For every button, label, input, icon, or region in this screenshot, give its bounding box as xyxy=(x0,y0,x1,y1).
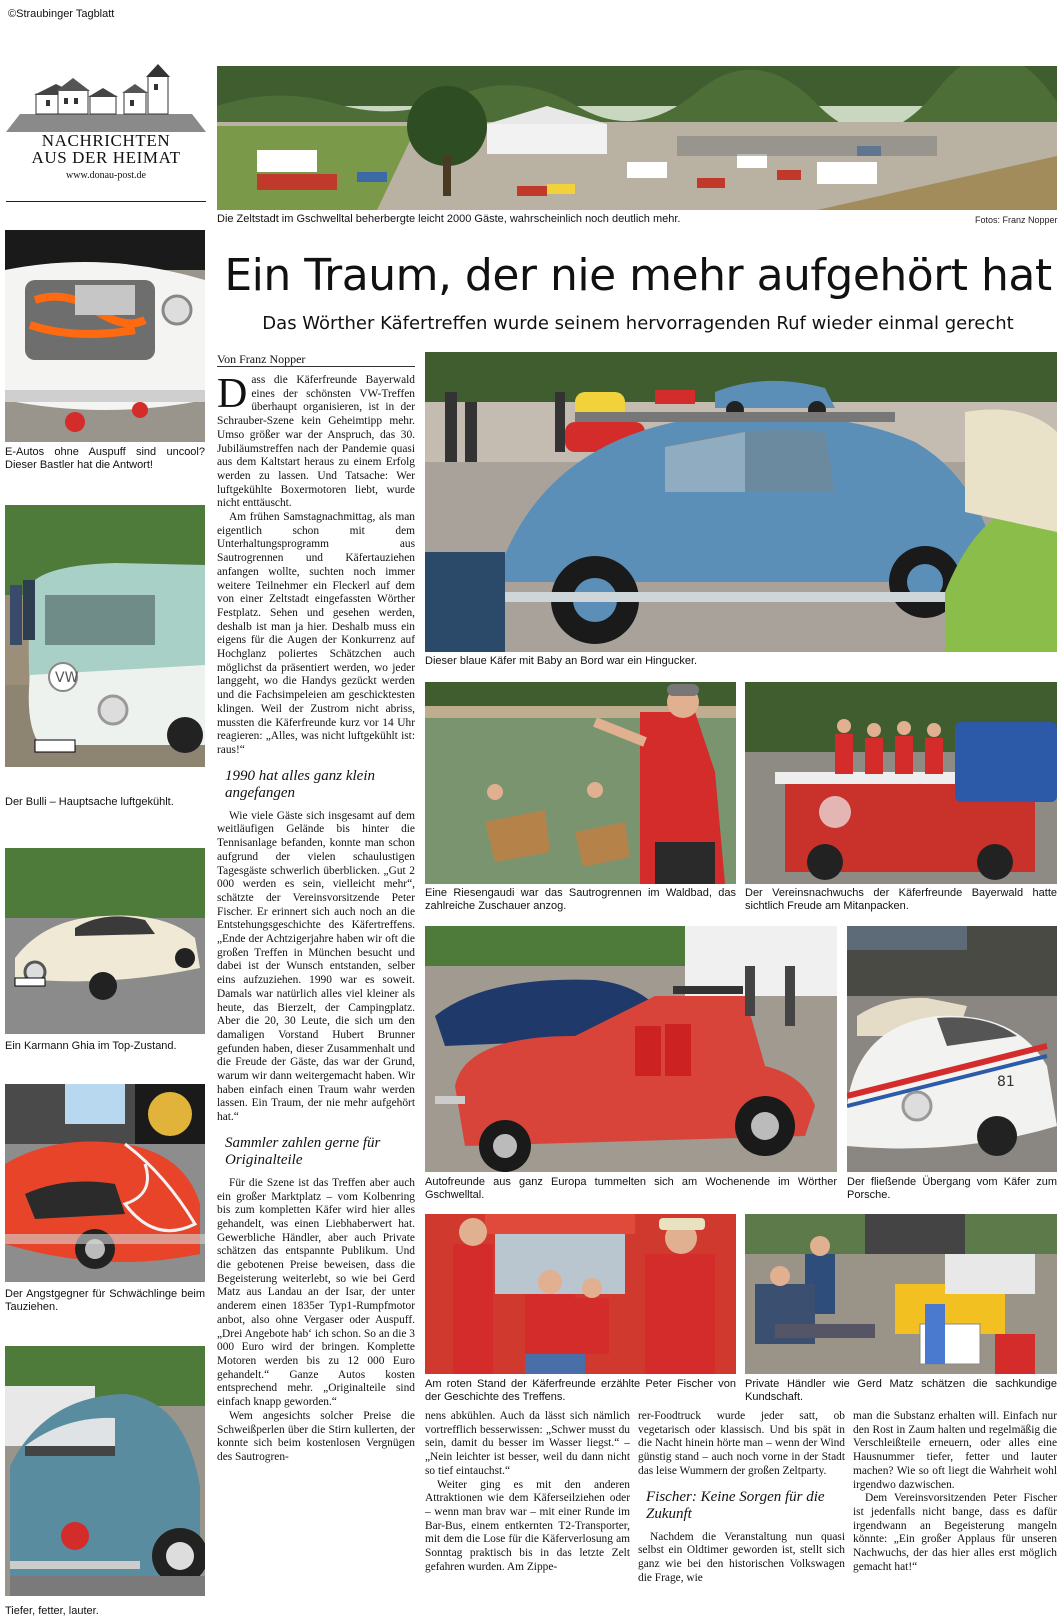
subheading-sammler: Sammler zahlen gerne für Originalteile xyxy=(225,1134,381,1168)
paragraph-col4-1: man die Substanz erhalten will. Einfach nur den Rost in Zaum halten und regelmäßig die Verschleißteile erneuern, oder alles eine Hausnummer tiefer, fetter und lauter machen? Wie so oft liegt die Wahrheit wohl irgendwo dazwischen. xyxy=(853,1410,1057,1491)
paragraph-intro: ass die Käferfreunde Bayerwald eines der schönsten VW-Treffen überhaupt organisieren, ist in der Schrauber-Szene kein Geheimtipp mehr. Umso größer war der Anspruch, das 30. Jubiläumstreffen nach der Pandemie quasi aus dem Kaltstart heraus zu einem Erfolg werden zu lassen. Und Tatsache: Wer luftgekühlte Boxermotoren liebt, wurde nicht enttäuscht. xyxy=(217,374,415,510)
masthead-line1: NACHRICHTEN xyxy=(41,131,171,150)
byline-rule xyxy=(217,366,415,367)
byline: Von Franz Nopper xyxy=(217,352,306,366)
photo-karmann-ghia xyxy=(5,848,205,1034)
caption-e-beetle: E-Autos ohne Auspuff sind uncool? Dieser Bastler hat die Antwort! xyxy=(5,446,205,471)
headline: Ein Traum, der nie mehr aufgehört hat xyxy=(224,250,1052,301)
caption-lowered-beetle: Tiefer, fetter, lauter. xyxy=(5,1605,99,1617)
svg-text:VW: VW xyxy=(55,670,79,686)
caption-porsche: Der fließende Übergang vom Käfer zum Porsche. xyxy=(847,1176,1057,1201)
svg-text:81: 81 xyxy=(997,1074,1015,1090)
photo-e-beetle xyxy=(5,230,205,442)
paragraph-3: Wie viele Gäste sich insgesamt auf dem weitläufigen Gelände bis hinter die Tennisanlage befanden, konnte man schon aufgrund der vielen schaulustigen Tagesgäste schwerlich überblicken. „Gut 2 000 werden es sein, vielleicht mehr“, schätzte der Vereinsvorsitzende Peter Fischer. Er erinnert sich auch noch an die Entstehungsgeschichte des Käfertreffens. „Ende der Achtzigerjahre haben wir oft die großen Treffen in München besucht und dabei ist der Wunsch entstanden, selber eins aufzuziehen. 1990 war es soweit. Damals war natürlich alles viel kleiner als heute, das Bierzelt, der Campingplatz. Aber die 20, 30 Leute, die sich um den damaligen Vorstand Hubert Brunner gefunden haben, dieser Zusammenhalt und die Freude der Gäste, das war der Grund, warum wir dann weitergemacht haben. Wir haben einfach einen Traum wahr werden lassen. Ein Traum, der nie mehr aufgehört hat.“ xyxy=(217,809,415,1124)
caption-red-stand: Am roten Stand der Käferfreunde erzählte Peter Fischer von der Geschichte des Treffens. xyxy=(425,1378,736,1403)
caption-rope-beetle: Der Angstgegner für Schwächlinge beim Tauziehen. xyxy=(5,1288,205,1313)
subheadline: Das Wörther Käfertreffen wurde seinem hervorragenden Ruf wieder einmal gerecht xyxy=(262,313,1014,334)
caption-buggy: Autofreunde aus ganz Europa tummelten sich am Wochenende im Wörther Gschwelltal. xyxy=(425,1176,837,1201)
masthead-rule xyxy=(6,201,206,202)
photo-porsche xyxy=(847,926,1057,1172)
photo-blue-beetle xyxy=(425,352,1057,652)
caption-top: Die Zeltstadt im Gschwelltal beherbergte leicht 2000 Gäste, wahrscheinlich noch deutlich mehr. xyxy=(217,213,681,225)
article-column-2 xyxy=(425,1410,630,1574)
masthead-url: www.donau-post.de xyxy=(66,170,146,181)
paragraph-col4-2: Dem Vereinsvorsitzenden Peter Fischer ist jedenfalls nicht bange, dass es dafür irgendwann an Begeisterung mangeln könnte: „Ein großer Applaus für unseren Nachwuchs, der das hier alles erst möglich gemacht hat!“ xyxy=(853,1492,1057,1573)
photo-trough-race xyxy=(425,682,736,884)
photo-bulli xyxy=(5,505,205,767)
caption-dealers: Private Händler wie Gerd Matz schätzen die sachkundige Kundschaft. xyxy=(745,1378,1057,1403)
paragraph-2: Am frühen Samstagnachmittag, als man eigentlich schon mit dem Unterhaltungsprogramm aus Sautrogrennen und Käfertauziehen anfangen wollte, suchten noch immer weitere Teilnehmer ein Fleckerl auf dem von einer Zeltstadt eingefassten Wörther Festplatz. Sehen und gesehen werden, deshalb ist man ja hier. Deshalb muss ein eigens für die Augen der Konkurrenz auf Hochglanz poliertes Schätzchen auch möglichst da präsentiert werden, wo jeder langgeht, wo die Handys gezückt werden und die Fachsimpeleien am geschicktesten klingen. Weil der Zustrom nicht abriss, mussten die Käferfreunde kurz vor 14 Uhr reagieren: „Alles, was nicht luftgekühlt ist: raus!“ xyxy=(217,511,415,756)
dropcap: D xyxy=(217,374,248,417)
photo-dealers xyxy=(745,1214,1057,1374)
article-column-1 xyxy=(217,374,415,1624)
caption-club-youth: Der Vereinsnachwuchs der Käferfreunde Bayerwald hatte sichtlich Freude am Mitanpacken. xyxy=(745,887,1057,912)
caption-trough-race: Eine Riesengaudi war das Sautrogrennen im Waldbad, das zahlreiche Zuschauer anzog. xyxy=(425,887,736,912)
photo-buggy xyxy=(425,926,837,1172)
photo-tent-city xyxy=(217,66,1057,210)
subheading-fischer: Fischer: Keine Sorgen für die Zukunft xyxy=(646,1488,825,1522)
photo-lowered-beetle xyxy=(5,1346,205,1596)
paragraph-5: Wem angesichts solcher Preise die Schweißperlen über die Stirn kullerten, der konnte sich beim kostenlosen Vergnügen des Sautrogren- xyxy=(217,1409,415,1463)
paragraph-col2-2: Weiter ging es mit den anderen Attraktionen wie dem Käferseilziehen oder – wenn man brav war – mit einer Runde im Bar-Bus, einem entkernten T2-Transporter, mit dem die Lose für die Käferverlosung am Sonntag praktisch bis in das letzte Zelt gefahren wurden. Am Zippe- xyxy=(425,1478,630,1573)
photo-rope-beetle xyxy=(5,1084,205,1282)
photo-club-youth xyxy=(745,682,1057,884)
castle-icon xyxy=(6,62,206,132)
subheading-1990: 1990 hat alles ganz klein angefangen xyxy=(225,767,375,801)
masthead-line2: AUS DER HEIMAT xyxy=(31,148,181,167)
source-label: ©Straubinger Tagblatt xyxy=(8,8,115,20)
masthead-logo xyxy=(6,62,206,202)
paragraph-col3-1: rer-Foodtruck wurde jeder satt, ob vegetarisch oder klassisch. Und bis spät in die Nacht hinein hörte man – wenn der Wind günstig stand – auch noch vorne in der Stadt das leise Wummern der großen Zeltparty. xyxy=(638,1410,845,1477)
paragraph-4: Für die Szene ist das Treffen aber auch ein großer Marktplatz – vom Kolbenring bis zum kompletten Käfer wird hier alles gehandelt, was einen Liebhaberwert hat. Gewerbliche Händler, aber auch Private schätzen das entspannte Publikum. Und die gebotenen Preise beweisen, dass die Begeisterung weiterlebt, so wie bei Gerd Matz aus Landau an der Isar, der unter anderem einen 1835er Typ1-Rumpfmotor anbot, also ohne Vergaser oder Auspuff. „Drei Angebote hab‘ ich schon. So an die 3 000 Euro wird der bringen. Komplette Motoren werden bis zu 12 000 Euro gehandelt.“ Ganze Autos kosten entsprechend mehr. „Originalteile sind einfach knapp geworden.“ xyxy=(217,1176,415,1409)
article-column-4 xyxy=(853,1410,1057,1574)
paragraph-col3-2: Nachdem die Veranstaltung nun quasi selbst ein Oldtimer geworden ist, stellt sich ganz wie bei den historischen Volkswagen die Frage, wie xyxy=(638,1530,845,1584)
photo-credit: Fotos: Franz Nopper xyxy=(975,215,1058,225)
photo-red-stand xyxy=(425,1214,736,1374)
caption-bulli: Der Bulli – Hauptsache luftgekühlt. xyxy=(5,796,174,808)
caption-blue-beetle: Dieser blaue Käfer mit Baby an Bord war ein Hingucker. xyxy=(425,655,698,667)
caption-karmann-ghia: Ein Karmann Ghia im Top-Zustand. xyxy=(5,1040,177,1052)
article-column-3 xyxy=(638,1410,845,1585)
paragraph-col2-1: nens abkühlen. Auch da lässt sich nämlich vortrefflich besserwissen: „Schwer musst du sein, damit du besser im Wasser liegst.“ – „Nein leichter ist besser, weil du dann nicht so tief eintauchst.“ xyxy=(425,1410,630,1477)
